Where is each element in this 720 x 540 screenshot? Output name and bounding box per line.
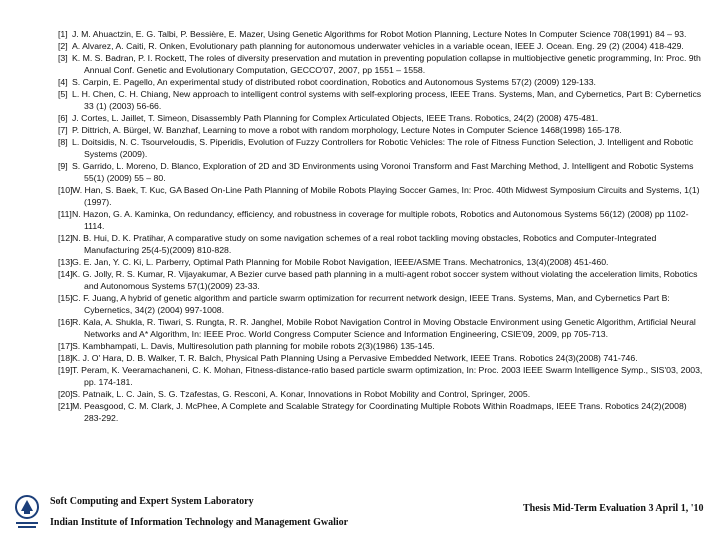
reference-item: [58, 124, 706, 136]
reference-item: [58, 352, 706, 364]
reference-text: L. H. Chen, C. H. Chiang, New approach to intelligent control systems with self-exploring process, IEEE Trans. Systems, Man, and Cybernetics, Part B: Cybernetics 33 (1) (2003) 56-66.: [72, 89, 702, 111]
reference-text: C. F. Juang, A hybrid of genetic algorithm and particle swarm optimization for recurrent network design, IEEE Trans. Systems, Man, and Cybernetics Part B: Cybernetics, 34(2) (2004) 997-1008.: [72, 293, 670, 315]
reference-number: [21]: [58, 401, 73, 411]
reference-item: [58, 112, 706, 124]
reference-number: [16]: [58, 317, 73, 327]
reference-item: [58, 88, 706, 112]
reference-item: [58, 160, 706, 184]
reference-item: [58, 268, 706, 292]
reference-number: [18]: [58, 353, 73, 363]
reference-item: [58, 208, 706, 232]
evaluation-label: Thesis Mid-Term Evaluation 3 April 1, '10: [523, 503, 704, 514]
reference-item: [58, 340, 706, 352]
institute-name: Indian Institute of Information Technology and Management Gwalior: [50, 517, 349, 528]
reference-text: S. Patnaik, L. C. Jain, S. G. Tzafestas, G. Resconi, A. Konar, Innovations in Robot Mobility and Control, Springer, 2005.: [72, 389, 531, 399]
institute-logo-icon: [12, 494, 42, 530]
reference-item: [58, 232, 706, 256]
reference-number: [20]: [58, 389, 73, 399]
reference-text: N. B. Hui, D. K. Pratihar, A comparative study on some navigation schemes of a real robot tackling moving obstacles, Robotics and Computer-Integrated Manufacturing 25(4-5)(2009) 810-828.: [72, 233, 657, 255]
reference-text: K. M. S. Badran, P. I. Rockett, The roles of diversity preservation and mutation in preventing population collapse in multiobjective genetic programming, In: Proc. 9th Annual Conf. Genetic and Evolutionary Computation, GECCO'07, 2007, pp 1551 – 1558.: [72, 53, 701, 75]
reference-number: [10]: [58, 185, 73, 195]
reference-text: R. Kala, A. Shukla, R. Tiwari, S. Rungta, R. R. Janghel, Mobile Robot Navigation Control in Moving Obstacle Environment using Genetic Algorithm, Artificial Neural Networks and A* Algorithm, In: IEEE Proc. World Congress Computer Science and Information Engineering, CSIE'09, 2009, pp 705-713.: [72, 317, 696, 339]
reference-number: [13]: [58, 257, 73, 267]
reference-number: [19]: [58, 365, 73, 375]
reference-text: G. E. Jan, Y. C. Ki, L. Parberry, Optimal Path Planning for Mobile Robot Navigation, IEEE/ASME Trans. Mechatronics, 13(4)(2008) 451-460.: [72, 257, 609, 267]
reference-number: [11]: [58, 209, 72, 219]
reference-text: K. J. O' Hara, D. B. Walker, T. R. Balch, Physical Path Planning Using a Pervasive Embedded Network, IEEE Trans. Robotics 24(3)(2008) 741-746.: [72, 353, 638, 363]
reference-item: [58, 256, 706, 268]
footer-left: [50, 496, 348, 528]
reference-text: K. G. Jolly, R. S. Kumar, R. Vijayakumar, A Bezier curve based path planning in a multi-agent robot soccer system without violating the acceleration limits, Robotics and Autonomous Systems 57(1)(2009) 23-33.: [72, 269, 698, 291]
reference-text: L. Doitsidis, N. C. Tsourveloudis, S. Piperidis, Evolution of Fuzzy Controllers for Robotic Vehicles: The role of Fitness Function Selection, J. Intelligent and Robotic Systems (2009).: [72, 137, 694, 159]
reference-text: M. Peasgood, C. M. Clark, J. McPhee, A Complete and Scalable Strategy for Coordinating Multiple Robots Within Roadmaps, IEEE Trans. Robotics 24(2)(2008) 283-292.: [72, 401, 687, 423]
reference-text: T. Peram, K. Veeramachaneni, C. K. Mohan, Fitness-distance-ratio based particle swarm optimization, In: Proc. 2003 IEEE Swarm Intelligence Symp., SIS'03, 2003, pp. 174-181.: [72, 365, 703, 387]
reference-item: [58, 76, 706, 88]
reference-text: N. Hazon, G. A. Kaminka, On redundancy, efficiency, and robustness in coverage for multiple robots, Robotics and Autonomous Systems 56(12) (2008) pp 1102-1114.: [72, 209, 689, 231]
reference-item: [58, 364, 706, 388]
reference-number: [3]: [58, 53, 68, 63]
reference-text: P. Dittrich, A. Bürgel, W. Banzhaf, Learning to move a robot with random morphology, Lecture Notes in Computer Science 1468(1998) 165-178.: [72, 125, 622, 135]
reference-number: [15]: [58, 293, 73, 303]
reference-item: [58, 400, 706, 424]
reference-number: [1]: [58, 29, 68, 39]
lab-name: Soft Computing and Expert System Laboratory: [50, 496, 254, 507]
reference-number: [6]: [58, 113, 68, 123]
reference-number: [12]: [58, 233, 73, 243]
reference-number: [8]: [58, 137, 68, 147]
reference-number: [5]: [58, 89, 68, 99]
reference-number: [17]: [58, 341, 73, 351]
reference-number: [4]: [58, 77, 68, 87]
reference-item: [58, 136, 706, 160]
reference-text: S. Kambhampati, L. Davis, Multiresolution path planning for mobile robots 2(3)(1986) 135-145.: [72, 341, 435, 351]
reference-number: [14]: [58, 269, 73, 279]
reference-number: [7]: [58, 125, 68, 135]
reference-item: [58, 292, 706, 316]
reference-text: J. M. Ahuactzin, E. G. Talbi, P. Bessière, E. Mazer, Using Genetic Algorithms for Robot Motion Planning, Lecture Notes In Computer Science 708(1991) 84 – 93.: [72, 29, 687, 39]
reference-item: [58, 40, 706, 52]
reference-item: [58, 316, 706, 340]
reference-list: [58, 28, 706, 424]
reference-item: [58, 388, 706, 400]
reference-text: J. Cortes, L. Jaillet, T. Simeon, Disassembly Path Planning for Complex Articulated Objects, IEEE Trans. Robotics, 24(2) (2008) 475-481.: [72, 113, 599, 123]
reference-text: A. Alvarez, A. Caiti, R. Onken, Evolutionary path planning for autonomous underwater vehicles in a variable ocean, IEEE J. Ocean. Eng. 29 (2) (2004) 418-429.: [72, 41, 684, 51]
reference-number: [2]: [58, 41, 68, 51]
reference-item: [58, 28, 706, 40]
reference-item: [58, 184, 706, 208]
reference-text: W. Han, S. Baek, T. Kuc, GA Based On-Line Path Planning of Mobile Robots Playing Soccer Games, In: Proc. 40th Midwest Symposium Circuits and Systems, 1(1) (1997).: [72, 185, 700, 207]
reference-item: [58, 52, 706, 76]
reference-number: [9]: [58, 161, 68, 171]
reference-text: S. Garrido, L. Moreno, D. Blanco, Exploration of 2D and 3D Environments using Voronoi Transform and Fast Marching Method, J. Intelligent and Robotic Systems 55(1) (2009) 55 – 80.: [72, 161, 694, 183]
reference-text: S. Carpin, E. Pagello, An experimental study of distributed robot coordination, Robotics and Autonomous Systems 57(2) (2009) 129-133.: [72, 77, 596, 87]
